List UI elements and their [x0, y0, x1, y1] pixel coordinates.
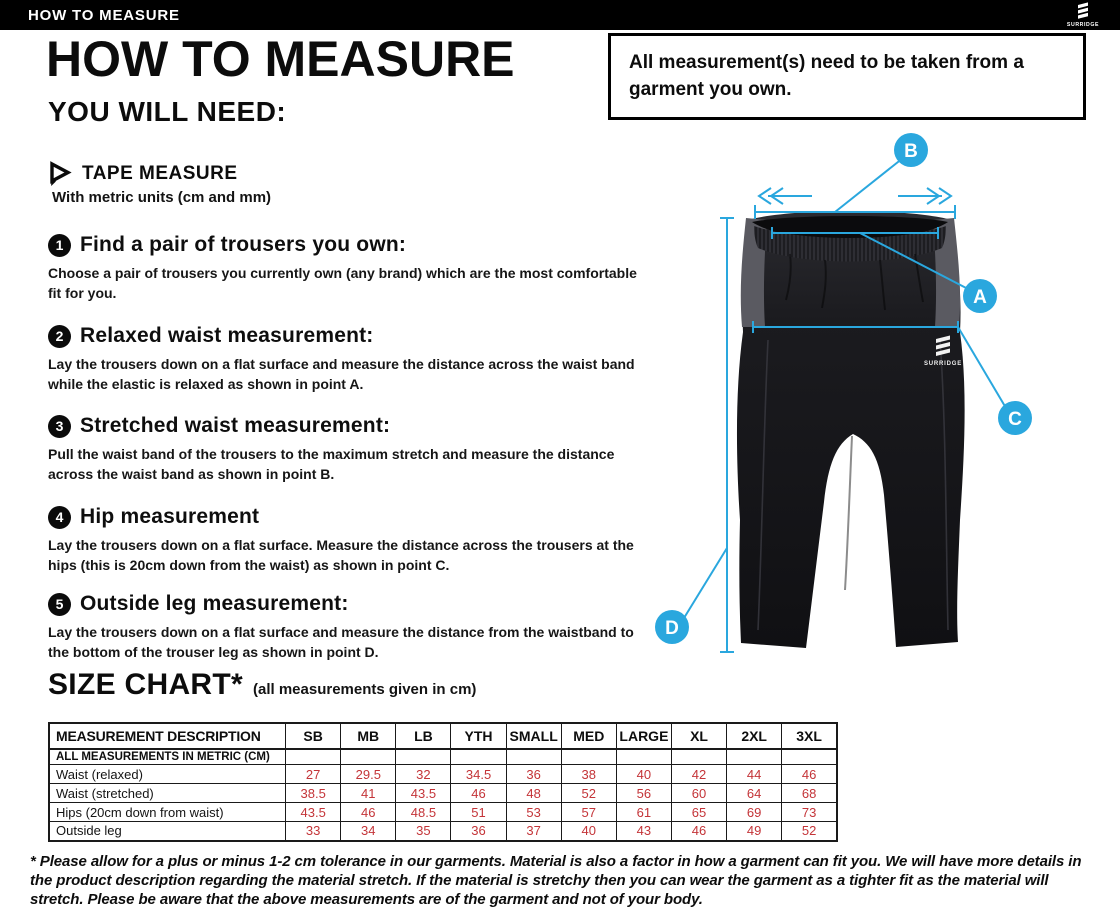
size-chart-table — [48, 722, 838, 842]
size-value: 43.5 — [286, 803, 341, 822]
step-2-number-badge: 2 — [48, 325, 71, 348]
step-3-body: Pull the waist band of the trousers to the maximum stretch and measure the distance across the waist band as shown in point B. — [48, 446, 615, 482]
col-header: MEASUREMENT DESCRIPTION — [49, 723, 286, 749]
callout-c-label: C — [1008, 409, 1022, 430]
row-label: Waist (stretched) — [49, 784, 286, 803]
callout-c — [998, 401, 1032, 435]
col-header: LB — [396, 723, 451, 749]
size-value: 60 — [671, 784, 726, 803]
table-row — [49, 803, 837, 822]
size-value: 49 — [727, 822, 782, 841]
table-row — [49, 822, 837, 841]
size-value: 38.5 — [286, 784, 341, 803]
step-2-body: Lay the trousers down on a flat surface and measure the distance across the waist band while the elastic is relaxed as shown in point A. — [48, 356, 635, 392]
metric-note-row — [49, 749, 837, 765]
size-value: 43.5 — [396, 784, 451, 803]
size-value: 65 — [671, 803, 726, 822]
size-value: 69 — [727, 803, 782, 822]
size-value: 32 — [396, 765, 451, 784]
step-4-title: Hip measurement — [80, 505, 260, 528]
callout-b-label: B — [904, 141, 918, 162]
step-5 — [48, 592, 640, 662]
size-value: 43 — [616, 822, 671, 841]
size-value: 73 — [782, 803, 837, 822]
step-4-number-badge: 4 — [48, 506, 71, 529]
col-header: YTH — [451, 723, 506, 749]
step-3-title: Stretched waist measurement: — [80, 414, 391, 437]
step-1 — [48, 233, 640, 303]
size-chart-subtitle: (all measurements given in cm) — [252, 681, 477, 698]
size-value: 29.5 — [341, 765, 396, 784]
measurement-note-text: All measurement(s) need to be taken from a garment you own. — [629, 52, 1024, 100]
size-value: 40 — [561, 822, 616, 841]
size-value: 68 — [782, 784, 837, 803]
row-label: Outside leg — [49, 822, 286, 841]
callout-d-label: D — [665, 618, 679, 639]
step-5-body: Lay the trousers down on a flat surface and measure the distance from the waistband to the bottom of the trouser leg as shown in point D. — [48, 624, 634, 660]
table-row — [49, 765, 837, 784]
surridge-logo-text: SURRIDGE — [1066, 22, 1100, 28]
col-header: MB — [341, 723, 396, 749]
size-value: 48 — [506, 784, 561, 803]
size-value: 34 — [341, 822, 396, 841]
you-will-need-heading: YOU WILL NEED: — [48, 96, 287, 127]
size-value: 35 — [396, 822, 451, 841]
metric-note: ALL MEASUREMENTS IN METRIC (CM) — [49, 749, 286, 765]
size-value: 46 — [782, 765, 837, 784]
tolerance-footnote: * Please allow for a plus or minus 1-2 cm tolerance in our garments. Material is also a factor in how a garment can fit you. We will have more details in the product description regarding the material stretch. If the material is stretchy then you can wear the garment as a tighter fit as the material will stretch. Please be aware that the above measurements are of the garment and not of your body. — [30, 853, 1082, 908]
size-value: 33 — [286, 822, 341, 841]
size-value: 41 — [341, 784, 396, 803]
step-2 — [48, 324, 640, 394]
size-value: 27 — [286, 765, 341, 784]
col-header: LARGE — [616, 723, 671, 749]
step-4 — [48, 505, 640, 575]
step-3-number-badge: 3 — [48, 415, 71, 438]
size-value: 61 — [616, 803, 671, 822]
size-value: 57 — [561, 803, 616, 822]
col-header: XL — [671, 723, 726, 749]
page-title: HOW TO MEASURE — [46, 31, 515, 87]
size-chart-heading — [48, 668, 476, 702]
size-value: 37 — [506, 822, 561, 841]
size-value: 44 — [727, 765, 782, 784]
size-value: 36 — [451, 822, 506, 841]
col-header: SMALL — [506, 723, 561, 749]
size-value: 42 — [671, 765, 726, 784]
garment-logo-text: SURRIDGE — [923, 361, 963, 367]
size-value: 38 — [561, 765, 616, 784]
callout-a — [963, 279, 997, 313]
step-5-number-badge: 5 — [48, 593, 71, 616]
size-value: 48.5 — [396, 803, 451, 822]
step-4-body: Lay the trousers down on a flat surface. Measure the distance across the trousers at the hips (this is 20cm down from the waist) as shown in point C. — [48, 537, 634, 573]
size-value: 51 — [451, 803, 506, 822]
col-header: MED — [561, 723, 616, 749]
size-value: 40 — [616, 765, 671, 784]
tape-measure-icon — [48, 161, 72, 187]
col-header: SB — [286, 723, 341, 749]
step-5-title: Outside leg measurement: — [80, 592, 349, 615]
col-header: 2XL — [727, 723, 782, 749]
step-2-title: Relaxed waist measurement: — [80, 324, 374, 347]
tape-measure-label: TAPE MEASURE — [82, 163, 238, 184]
size-value: 64 — [727, 784, 782, 803]
step-1-title: Find a pair of trousers you own: — [80, 233, 407, 256]
top-bar-title: HOW TO MEASURE — [28, 6, 180, 24]
surridge-logo-icon — [1060, 1, 1106, 29]
size-value: 52 — [782, 822, 837, 841]
size-value: 36 — [506, 765, 561, 784]
step-3 — [48, 414, 640, 484]
top-bar — [0, 0, 1120, 30]
size-value: 52 — [561, 784, 616, 803]
table-header-row — [49, 723, 837, 749]
step-1-body: Choose a pair of trousers you currently own (any brand) which are the most comfortable fit for you. — [48, 265, 637, 301]
callout-d — [655, 610, 689, 644]
step-1-number-badge: 1 — [48, 234, 71, 257]
trousers-measurement-diagram — [640, 120, 1120, 670]
table-row — [49, 784, 837, 803]
trousers-image — [737, 211, 965, 648]
tape-measure-item — [48, 161, 238, 187]
size-value: 46 — [451, 784, 506, 803]
callout-a-label: A — [973, 287, 987, 308]
size-value: 53 — [506, 803, 561, 822]
measurement-note-box — [608, 33, 1086, 120]
row-label: Waist (relaxed) — [49, 765, 286, 784]
tape-measure-detail: With metric units (cm and mm) — [52, 189, 272, 206]
size-value: 34.5 — [451, 765, 506, 784]
col-header: 3XL — [782, 723, 837, 749]
size-value: 46 — [671, 822, 726, 841]
surridge-logo-mark-icon — [1060, 1, 1106, 29]
size-value: 56 — [616, 784, 671, 803]
row-label: Hips (20cm down from waist) — [49, 803, 286, 822]
callout-b — [894, 133, 928, 167]
size-value: 46 — [341, 803, 396, 822]
size-chart-title: SIZE CHART* — [48, 668, 243, 701]
